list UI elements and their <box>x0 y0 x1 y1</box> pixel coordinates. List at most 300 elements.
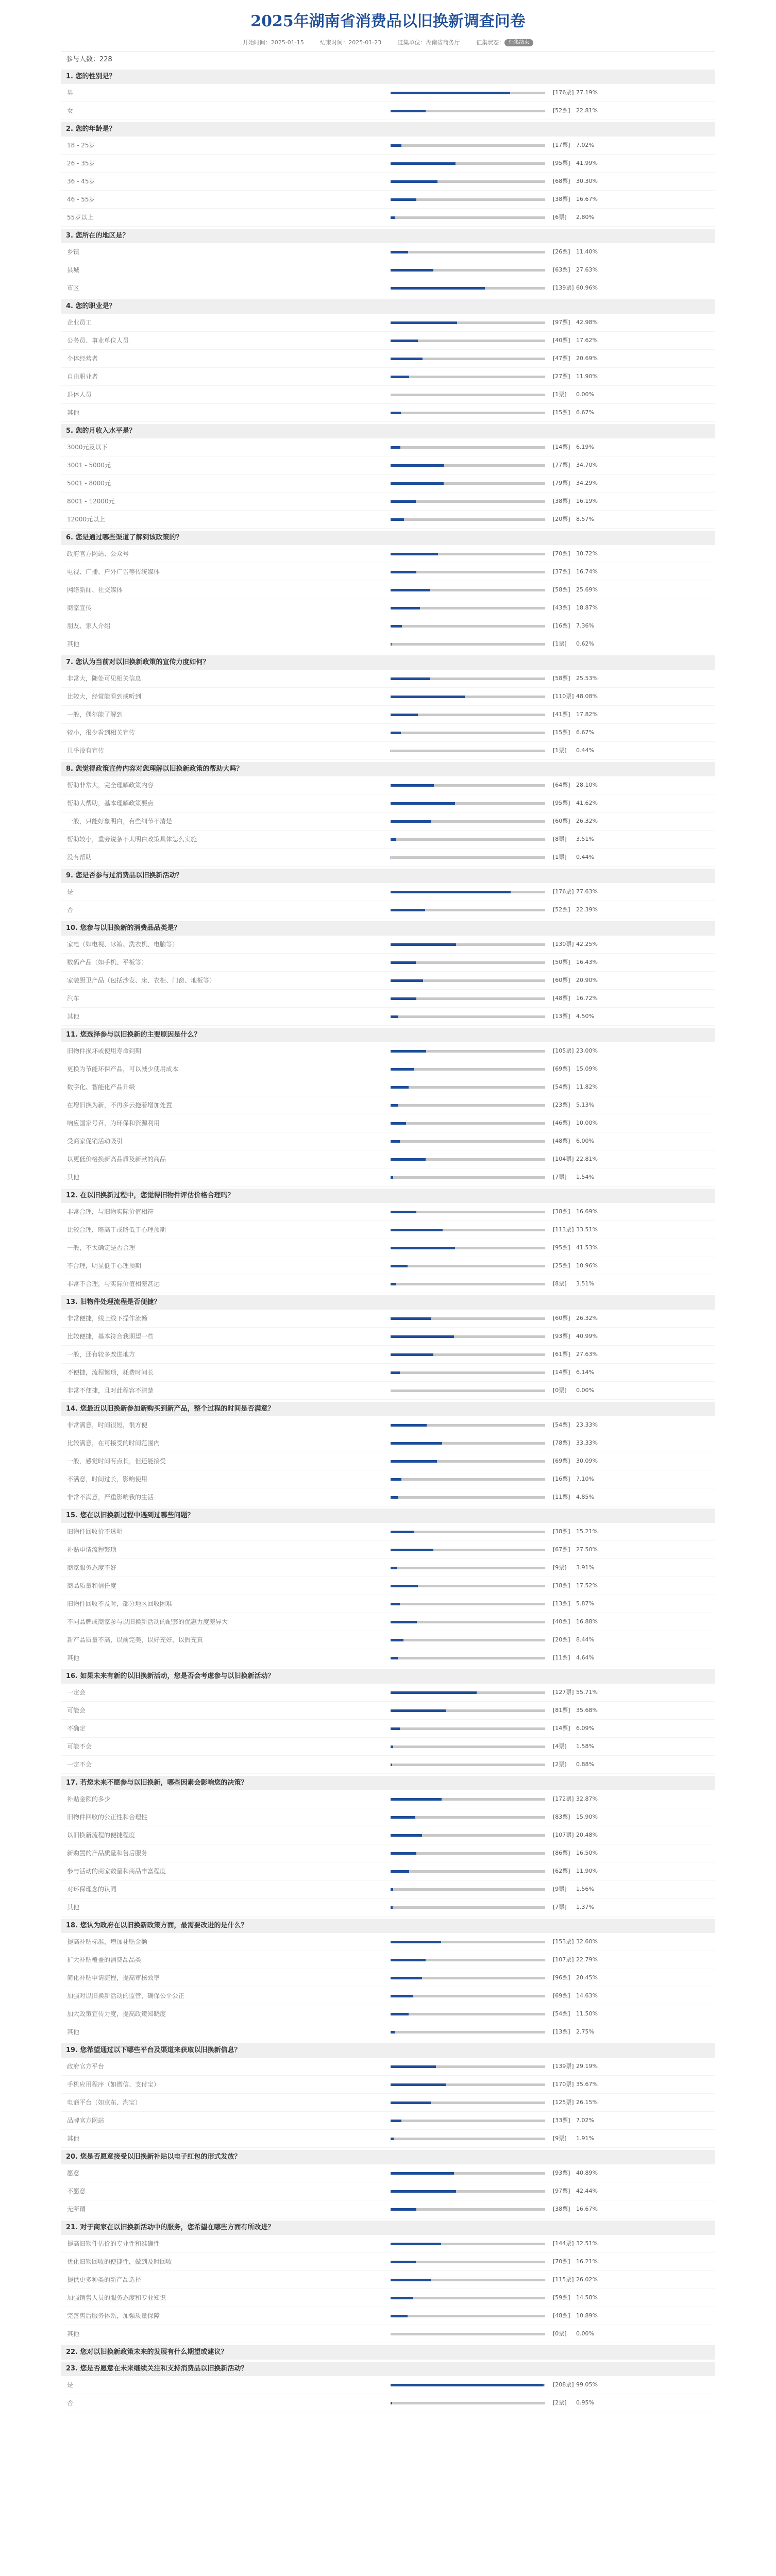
option-label: 市区 <box>67 284 80 292</box>
start-time: 开始时间：2025-01-15 <box>242 39 304 46</box>
option-row <box>61 1078 715 1096</box>
vote-percent: 1.56% <box>576 1886 594 1892</box>
result-bar-track <box>391 1727 545 1730</box>
vote-count: [2票] <box>553 2399 567 2406</box>
option-label: 新产品质量不高，以前完美，以好充好，以假充真 <box>67 1636 204 1643</box>
option-label: 愿意 <box>67 2170 80 2177</box>
result-bar-track <box>391 1335 545 1338</box>
option-label: 46 - 55岁 <box>67 196 95 203</box>
option-row <box>61 1096 715 1114</box>
result-bar-track <box>391 162 545 165</box>
option-label: 26 - 35岁 <box>67 160 95 167</box>
option-label: 政府官方网站、公众号 <box>67 550 129 557</box>
vote-count: [46票] <box>553 1120 570 1126</box>
option-label: 否 <box>67 906 74 913</box>
result-bar-fill <box>391 1371 400 1374</box>
option-row <box>61 1951 715 1969</box>
option-label: 比较满意，在可接受的时间范围内 <box>67 1439 160 1447</box>
option-label: 乡镇 <box>67 248 80 256</box>
vote-count: [26票] <box>553 248 570 255</box>
result-bar-fill <box>391 2013 409 2015</box>
option-row <box>61 688 715 706</box>
vote-count: [144票] <box>553 2240 574 2247</box>
result-bar-fill <box>391 321 457 324</box>
result-bar-fill <box>391 1621 417 1623</box>
vote-count: [14票] <box>553 444 570 450</box>
page-title: 2025年湖南省消费品以旧换新调查问卷 <box>250 12 526 30</box>
vote-percent: 10.89% <box>576 2312 598 2319</box>
question-block <box>61 2362 715 2412</box>
result-bar-track <box>391 625 545 628</box>
vote-count: [7票] <box>553 1174 567 1180</box>
vote-percent: 11.82% <box>576 1083 598 1090</box>
option-label: 比较便捷，基本符合我期望一些 <box>67 1333 154 1340</box>
vote-count: [16票] <box>553 1476 570 1482</box>
option-label: 数字化、智能化产品升级 <box>67 1083 136 1091</box>
vote-percent: 6.67% <box>576 409 594 416</box>
vote-percent: 27.63% <box>576 266 598 273</box>
result-bar-fill <box>391 1158 426 1161</box>
vote-count: [69票] <box>553 1065 570 1072</box>
result-bar-track <box>391 2102 545 2104</box>
option-row <box>61 1310 715 1328</box>
vote-percent: 7.36% <box>576 622 594 629</box>
option-label: 其他 <box>67 1174 80 1181</box>
result-bar-track <box>391 643 545 646</box>
vote-count: [27票] <box>553 373 570 380</box>
vote-percent: 27.50% <box>576 1546 598 1553</box>
option-label: 非常合理，与旧物实际价值相符 <box>67 1208 154 1215</box>
result-bar-fill <box>391 340 418 342</box>
vote-percent: 22.81% <box>576 1156 598 1162</box>
result-bar-fill <box>391 1657 398 1659</box>
vote-percent: 2.80% <box>576 214 594 221</box>
vote-count: [38票] <box>553 1208 570 1215</box>
result-bar-track <box>391 2279 545 2281</box>
option-label: 非常不满意，严重影响我的生活 <box>67 1494 154 1501</box>
vote-percent: 16.50% <box>576 1850 598 1856</box>
option-label: 提供更多种类的新产品选择 <box>67 2276 142 2283</box>
result-bar-fill <box>391 2120 401 2122</box>
result-bar-fill <box>391 1727 400 1730</box>
vote-count: [52票] <box>553 906 570 913</box>
vote-count: [97票] <box>553 319 570 326</box>
option-label: 一定不会 <box>67 1761 92 1768</box>
vote-percent: 0.44% <box>576 747 594 754</box>
result-bar-fill <box>391 1353 433 1356</box>
vote-percent: 28.10% <box>576 782 598 788</box>
vote-count: [61票] <box>553 1351 570 1358</box>
question-block <box>61 1295 715 1400</box>
result-bar-track <box>391 1549 545 1551</box>
result-bar-track <box>391 838 545 841</box>
option-label: 没有帮助 <box>67 854 92 861</box>
vote-count: [7票] <box>553 1904 567 1910</box>
vote-percent: 25.53% <box>576 675 598 682</box>
option-row <box>61 1488 715 1506</box>
result-bar-track <box>391 412 545 414</box>
question-block <box>61 1919 715 2041</box>
vote-percent: 17.82% <box>576 711 598 718</box>
option-row <box>61 173 715 191</box>
option-row <box>61 2182 715 2200</box>
option-row <box>61 1577 715 1595</box>
option-row <box>61 1042 715 1060</box>
option-row <box>61 261 715 279</box>
result-bar-fill <box>391 943 456 946</box>
question-block <box>61 1189 715 1293</box>
result-bar-fill <box>391 1531 414 1533</box>
vote-count: [16票] <box>553 622 570 629</box>
option-row <box>61 438 715 456</box>
option-row <box>61 1702 715 1720</box>
vote-count: [4票] <box>553 1743 567 1750</box>
result-bar-track <box>391 287 545 290</box>
vote-percent: 1.91% <box>576 2135 594 2142</box>
result-bar-track <box>391 2315 545 2317</box>
option-row <box>61 493 715 511</box>
result-bar-fill <box>391 216 395 219</box>
option-label: 补贴申请流程繁琐 <box>67 1546 117 1553</box>
vote-count: [60票] <box>553 818 570 824</box>
result-bar-track <box>391 1621 545 1623</box>
option-row <box>61 1862 715 1880</box>
question-title: 15. 您在以旧换新过程中遇到过哪些问题？ <box>61 1509 715 1523</box>
result-bar-track <box>391 1995 545 1997</box>
question-title: 2. 您的年龄是？ <box>61 122 715 137</box>
vote-percent: 4.64% <box>576 1654 594 1661</box>
question-title: 23. 您是否愿意在未来继续关注和支持消费品以旧换新活动？ <box>61 2362 715 2376</box>
vote-count: [38票] <box>553 498 570 504</box>
option-label: 手机应用程序（如微信、支付宝） <box>67 2081 160 2088</box>
vote-percent: 32.60% <box>576 1938 598 1945</box>
question-title: 12. 在以旧换新过程中，您觉得旧物件评估价格合理吗？ <box>61 1189 715 1203</box>
vote-percent: 40.89% <box>576 2170 598 2176</box>
option-row <box>61 2058 715 2076</box>
vote-count: [38票] <box>553 196 570 202</box>
result-bar-track <box>391 2172 545 2175</box>
result-bar-fill <box>391 1496 398 1499</box>
vote-percent: 34.29% <box>576 480 598 486</box>
vote-count: [43票] <box>553 604 570 611</box>
option-row <box>61 831 715 849</box>
question-title: 1. 您的性别是？ <box>61 70 715 84</box>
result-bar-track <box>391 2261 545 2263</box>
option-row <box>61 1132 715 1150</box>
result-bar-fill <box>391 1140 400 1143</box>
vote-count: [127票] <box>553 1689 574 1696</box>
result-bar-track <box>391 607 545 609</box>
result-bar-track <box>391 321 545 324</box>
result-bar-fill <box>391 376 409 378</box>
option-label: 旧物件损坏或使用寿命到期 <box>67 1047 142 1055</box>
option-label: 更换为节能环保产品，可以减少使用成本 <box>67 1065 179 1073</box>
option-label: 公务员、事业单位人员 <box>67 337 129 344</box>
result-bar-fill <box>391 2402 392 2404</box>
option-label: 不确定 <box>67 1725 86 1732</box>
result-bar-track <box>391 943 545 946</box>
result-bar-fill <box>391 1050 426 1053</box>
question-title: 8. 您觉得政策宣传内容对您理解以旧换新政策的帮助大吗？ <box>61 762 715 776</box>
option-row <box>61 386 715 404</box>
vote-count: [13票] <box>553 2028 570 2035</box>
result-bar-fill <box>391 1335 454 1338</box>
result-bar-fill <box>391 607 420 609</box>
vote-count: [38票] <box>553 1528 570 1535</box>
result-bar-fill <box>391 820 431 823</box>
vote-count: [97票] <box>553 2188 570 2194</box>
vote-percent: 22.81% <box>576 107 598 114</box>
result-bar-track <box>391 1424 545 1427</box>
option-row <box>61 350 715 368</box>
vote-count: [23票] <box>553 1101 570 1108</box>
vote-count: [17票] <box>553 142 570 148</box>
option-label: 不同品牌或商家参与以旧换新活动的配套的优惠力度差异大 <box>67 1618 228 1625</box>
vote-count: [59票] <box>553 2294 570 2301</box>
vote-percent: 0.62% <box>576 640 594 647</box>
option-row <box>61 599 715 617</box>
question-block <box>61 1509 715 1667</box>
vote-count: [78票] <box>553 1439 570 1446</box>
vote-count: [9票] <box>553 2135 567 2142</box>
option-row <box>61 1328 715 1346</box>
vote-count: [68票] <box>553 178 570 184</box>
option-row <box>61 794 715 812</box>
question-title: 17. 若您未来不愿参与以旧换新，哪些因素会影响您的决策？ <box>61 1776 715 1790</box>
option-label: 帮助较小，重旁说条不太明白政策具体怎么实施 <box>67 836 197 843</box>
vote-percent: 18.87% <box>576 604 598 611</box>
result-bar-track <box>391 553 545 555</box>
vote-percent: 20.90% <box>576 977 598 984</box>
vote-count: [153票] <box>553 1938 574 1945</box>
option-row <box>61 776 715 794</box>
result-bar-fill <box>391 589 430 591</box>
vote-percent: 6.09% <box>576 1725 594 1732</box>
result-bar-fill <box>391 482 444 485</box>
vote-percent: 0.95% <box>576 2399 594 2406</box>
vote-percent: 0.00% <box>576 391 594 398</box>
vote-count: [48票] <box>553 1138 570 1144</box>
result-bar-track <box>391 251 545 253</box>
result-bar-fill <box>391 979 423 982</box>
option-label: 不愿意 <box>67 2188 86 2195</box>
option-row <box>61 511 715 529</box>
vote-count: [20票] <box>553 516 570 522</box>
result-bar-track <box>391 1122 545 1125</box>
result-bar-track <box>391 180 545 183</box>
result-bar-fill <box>391 2315 408 2317</box>
vote-count: [79票] <box>553 480 570 486</box>
result-bar-fill <box>391 1247 455 1249</box>
option-row <box>61 1613 715 1631</box>
option-label: 不满意，时间过长，影响使用 <box>67 1476 148 1483</box>
result-bar-fill <box>391 2031 395 2033</box>
option-row <box>61 1738 715 1756</box>
result-bar-fill <box>391 909 425 911</box>
result-bar-track <box>391 1104 545 1107</box>
option-label: 扩大补贴覆盖的消费品品类 <box>67 1956 142 1963</box>
vote-count: [54票] <box>553 1083 570 1090</box>
vote-count: [176票] <box>553 888 574 895</box>
vote-percent: 16.67% <box>576 196 598 202</box>
vote-percent: 41.99% <box>576 160 598 166</box>
vote-percent: 55.71% <box>576 1689 598 1696</box>
option-row <box>61 1203 715 1221</box>
vote-percent: 26.32% <box>576 1315 598 1321</box>
vote-percent: 48.08% <box>576 693 598 700</box>
vote-count: [63票] <box>553 266 570 273</box>
option-label: 旧物件回收价不透明 <box>67 1528 123 1535</box>
option-row <box>61 990 715 1008</box>
result-bar-fill <box>391 696 465 698</box>
result-bar-track <box>391 1460 545 1463</box>
vote-count: [1票] <box>553 854 567 860</box>
result-bar-fill <box>391 1941 441 1943</box>
option-label: 3001 - 5000元 <box>67 462 111 469</box>
option-label: 非常不便捷，且对此程容不清楚 <box>67 1387 154 1394</box>
vote-percent: 3.51% <box>576 1280 594 1287</box>
result-bar-fill <box>391 1478 401 1481</box>
result-bar-fill <box>391 997 416 1000</box>
result-bar-fill <box>391 677 430 680</box>
question-block <box>61 1028 715 1187</box>
vote-percent: 16.72% <box>576 995 598 1002</box>
vote-percent: 1.37% <box>576 1904 594 1910</box>
option-row <box>61 1346 715 1364</box>
result-bar-track <box>391 2013 545 2015</box>
option-label: 不合理，明显低于心理预期 <box>67 1262 142 1269</box>
result-bar-fill <box>391 1317 431 1320</box>
option-label: 一般，只能好象明白，有些细节不清楚 <box>67 818 173 825</box>
option-row <box>61 1969 715 1987</box>
result-bar-fill <box>391 464 444 467</box>
option-label: 完善售后服务体系，加强质量保障 <box>67 2312 160 2319</box>
option-row <box>61 2164 715 2182</box>
question-block <box>61 1776 715 1917</box>
result-bar-fill <box>391 1888 393 1891</box>
option-row <box>61 2376 715 2394</box>
option-label: 55岁以上 <box>67 214 94 221</box>
result-bar-fill <box>391 1567 397 1569</box>
option-label: 其他 <box>67 2028 80 2036</box>
question-block <box>61 2345 715 2360</box>
vote-percent: 16.88% <box>576 1618 598 1625</box>
option-label: 电视、广播、户外广告等传统媒体 <box>67 568 160 575</box>
vote-percent: 14.63% <box>576 1992 598 1999</box>
result-bar-track <box>391 571 545 573</box>
option-row <box>61 1899 715 1917</box>
result-bar-track <box>391 1086 545 1089</box>
option-row <box>61 972 715 990</box>
vote-percent: 35.68% <box>576 1707 598 1714</box>
vote-percent: 23.33% <box>576 1421 598 1428</box>
result-bar-fill <box>391 2065 436 2068</box>
vote-percent: 1.58% <box>576 1743 594 1750</box>
result-bar-track <box>391 144 545 147</box>
option-label: 帮助非常大，完全理解政策内容 <box>67 782 154 789</box>
option-label: 5001 - 8000元 <box>67 480 111 487</box>
option-row <box>61 742 715 760</box>
option-label: 非常大，随处可见相关信息 <box>67 675 142 682</box>
question-title: 16. 如果未来有新的以旧换新活动，您是否会考虑参与以旧换新活动？ <box>61 1669 715 1684</box>
option-row <box>61 617 715 635</box>
survey-meta <box>0 34 776 52</box>
option-label: 家装厨卫产品（包括沙发、床、衣柜、门窗、地板等） <box>67 977 216 984</box>
result-bar-track <box>391 2384 545 2386</box>
result-bar-track <box>391 1709 545 1712</box>
result-bar-fill <box>391 2261 416 2263</box>
vote-percent: 16.19% <box>576 498 598 504</box>
vote-count: [15票] <box>553 729 570 736</box>
option-row <box>61 332 715 350</box>
option-row <box>61 1416 715 1434</box>
option-label: 女 <box>67 107 74 114</box>
vote-percent: 1.54% <box>576 1174 594 1180</box>
result-bar-fill <box>391 2138 394 2140</box>
question-block <box>61 424 715 529</box>
vote-count: [93票] <box>553 1333 570 1340</box>
option-row <box>61 1364 715 1382</box>
option-row <box>61 1559 715 1577</box>
vote-percent: 11.50% <box>576 2010 598 2017</box>
result-bar-track <box>391 1906 545 1909</box>
result-bar-track <box>391 732 545 734</box>
result-bar-fill <box>391 2243 441 2245</box>
result-bar-track <box>391 1798 545 1801</box>
result-bar-track <box>391 2120 545 2122</box>
vote-count: [130票] <box>553 941 574 947</box>
option-label: 男 <box>67 89 74 96</box>
vote-count: [172票] <box>553 1795 574 1802</box>
vote-percent: 35.67% <box>576 2081 598 2088</box>
vote-count: [2票] <box>553 1761 567 1768</box>
result-bar-fill <box>391 287 485 290</box>
question-block <box>61 531 715 653</box>
option-row <box>61 2005 715 2023</box>
vote-percent: 6.67% <box>576 729 594 736</box>
option-row <box>61 1257 715 1275</box>
vote-count: [54票] <box>553 2010 570 2017</box>
option-row <box>61 1649 715 1667</box>
vote-percent: 25.69% <box>576 586 598 593</box>
result-bar-track <box>391 1176 545 1179</box>
option-label: 网络新闻、社交媒体 <box>67 586 123 594</box>
result-bar-track <box>391 2065 545 2068</box>
option-row <box>61 1808 715 1826</box>
result-bar-track <box>391 1585 545 1587</box>
vote-count: [60票] <box>553 1315 570 1321</box>
option-row <box>61 849 715 867</box>
result-bar-track <box>391 1764 545 1766</box>
option-row <box>61 545 715 563</box>
option-row <box>61 1470 715 1488</box>
vote-percent: 26.02% <box>576 2276 598 2283</box>
result-bar-track <box>391 2083 545 2086</box>
option-label: 其他 <box>67 1904 80 1911</box>
vote-count: [139票] <box>553 2063 574 2070</box>
option-row <box>61 314 715 332</box>
option-row <box>61 404 715 422</box>
vote-percent: 6.14% <box>576 1369 594 1376</box>
option-label: 以更低价格换新高品质及新款的商品 <box>67 1156 166 1163</box>
vote-count: [1票] <box>553 391 567 398</box>
question-title: 14. 您最近以旧换新参加新购买到新产品，整个过程的时间是否满意？ <box>61 1402 715 1416</box>
result-bar-track <box>391 110 545 112</box>
option-label: 一定会 <box>67 1689 86 1696</box>
result-bar-track <box>391 1140 545 1143</box>
question-title: 10. 您参与以旧换新的消费品品类是？ <box>61 921 715 936</box>
option-row <box>61 2200 715 2218</box>
